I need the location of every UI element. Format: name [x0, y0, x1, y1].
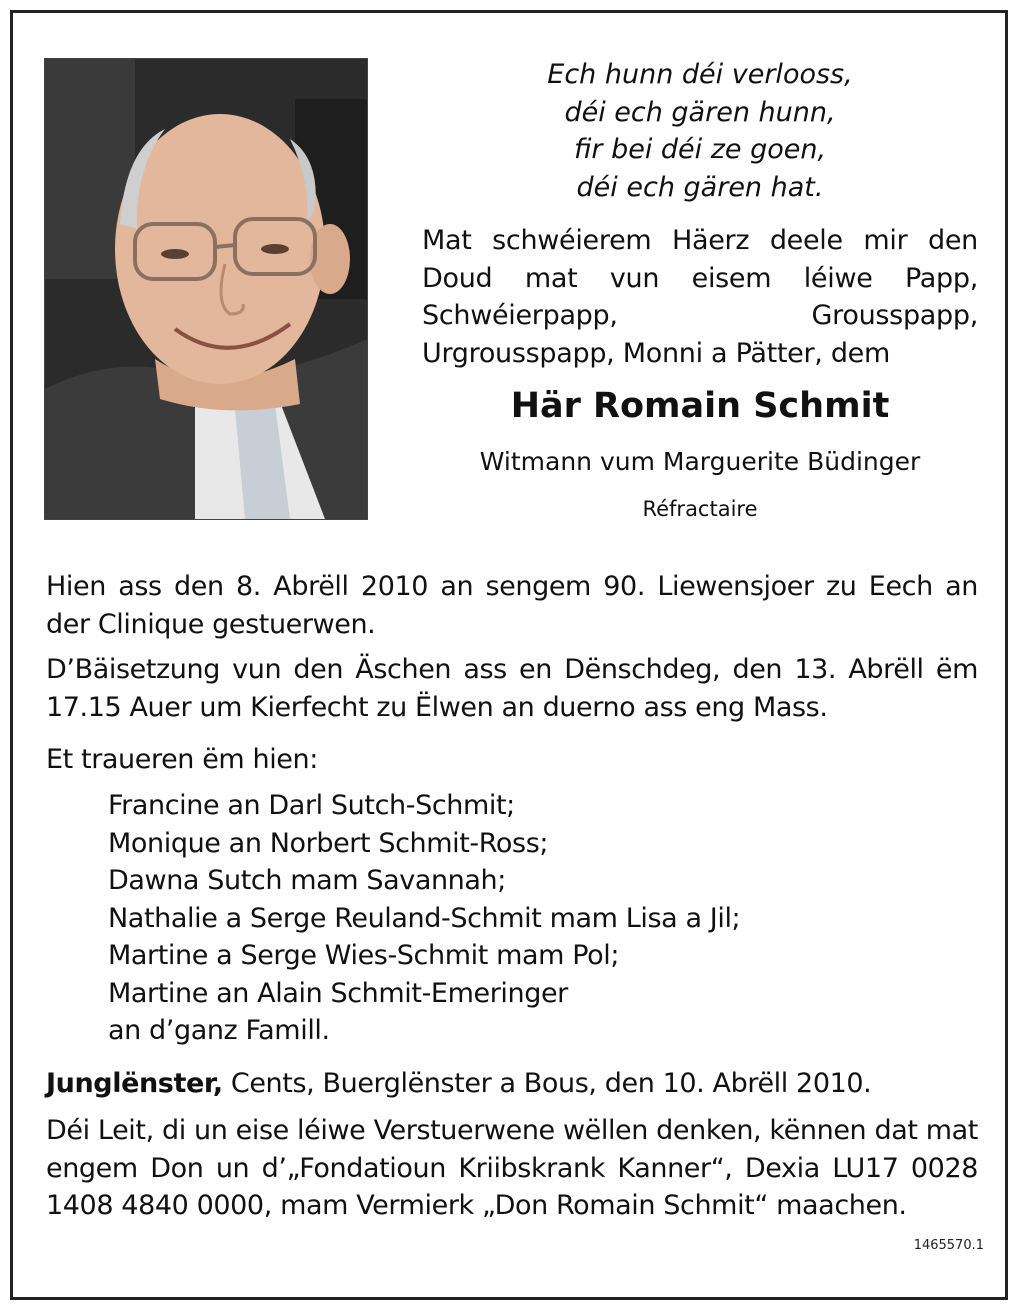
- list-item: Francine an Darl Sutch-Schmit;: [108, 790, 515, 821]
- poem-line: déi ech gären hat.: [576, 171, 824, 203]
- list-item: Nathalie a Serge Reuland-Schmit mam Lisa a Jil;: [108, 902, 741, 934]
- poem-line: Ech hunn déi verlooss,: [547, 59, 853, 90]
- poem-line: fir bei déi ze goen,: [573, 134, 827, 165]
- portrait-photo: [44, 58, 368, 520]
- portrait-photo-icon: [45, 59, 367, 519]
- poem: [420, 56, 980, 206]
- place-date-line: [46, 1065, 978, 1103]
- death-notice: Hien ass den 8. Abrëll 2010 an sengem 90. Liewensjoer zu Eech an der Clinique gestuerwen.: [46, 571, 978, 640]
- funeral-notice: D’Bäisetzung vun den Äschen ass en Dënschdeg, den 13. Abrëll ëm 17.15 Auer um Kierfecht zu Ëlwen an duerno ass eng Mass.: [46, 654, 978, 723]
- donation-notice: Déi Leit, di un eise léiwe Verstuerwene wëllen denken, kënnen dat mat engem Don un d’„Fondatioun Kriibskrank Kanner“, Dexia LU17 0028 1408 4840 0000, mam Vermierk „Don Romain Schmit“ maachen.: [46, 1115, 978, 1221]
- reference-number: 1465570.1: [913, 1238, 984, 1253]
- place-town: Junglënster,: [46, 1068, 223, 1099]
- poem-line: déi ech gären hunn,: [564, 96, 836, 128]
- place-rest: Cents, Buerglënster a Bous, den 10. Abrëll 2010.: [222, 1068, 872, 1099]
- widower-line: Witmann vum Marguerite Büdinger: [479, 447, 921, 476]
- mourners-list: [108, 787, 928, 1050]
- mourn-intro: Et traueren ëm hien:: [46, 744, 318, 775]
- list-item: an d’ganz Famill.: [108, 1015, 330, 1046]
- list-item: Martine an Alain Schmit-Emeringer: [108, 977, 568, 1009]
- list-item: Martine a Serge Wies-Schmit mam Pol;: [108, 940, 620, 971]
- list-item: Monique an Norbert Schmit-Ross;: [108, 827, 549, 859]
- deceased-name: Här Romain Schmit: [510, 386, 890, 426]
- deceased-title: Réfractaire: [642, 497, 758, 521]
- intro-text: Mat schwéierem Häerz deele mir den Doud mat vun eisem léiwe Papp, Schwéierpapp, Grousspapp, Urgrousspapp, Monni a Pätter, dem: [422, 225, 978, 369]
- list-item: Dawna Sutch mam Savannah;: [108, 865, 506, 896]
